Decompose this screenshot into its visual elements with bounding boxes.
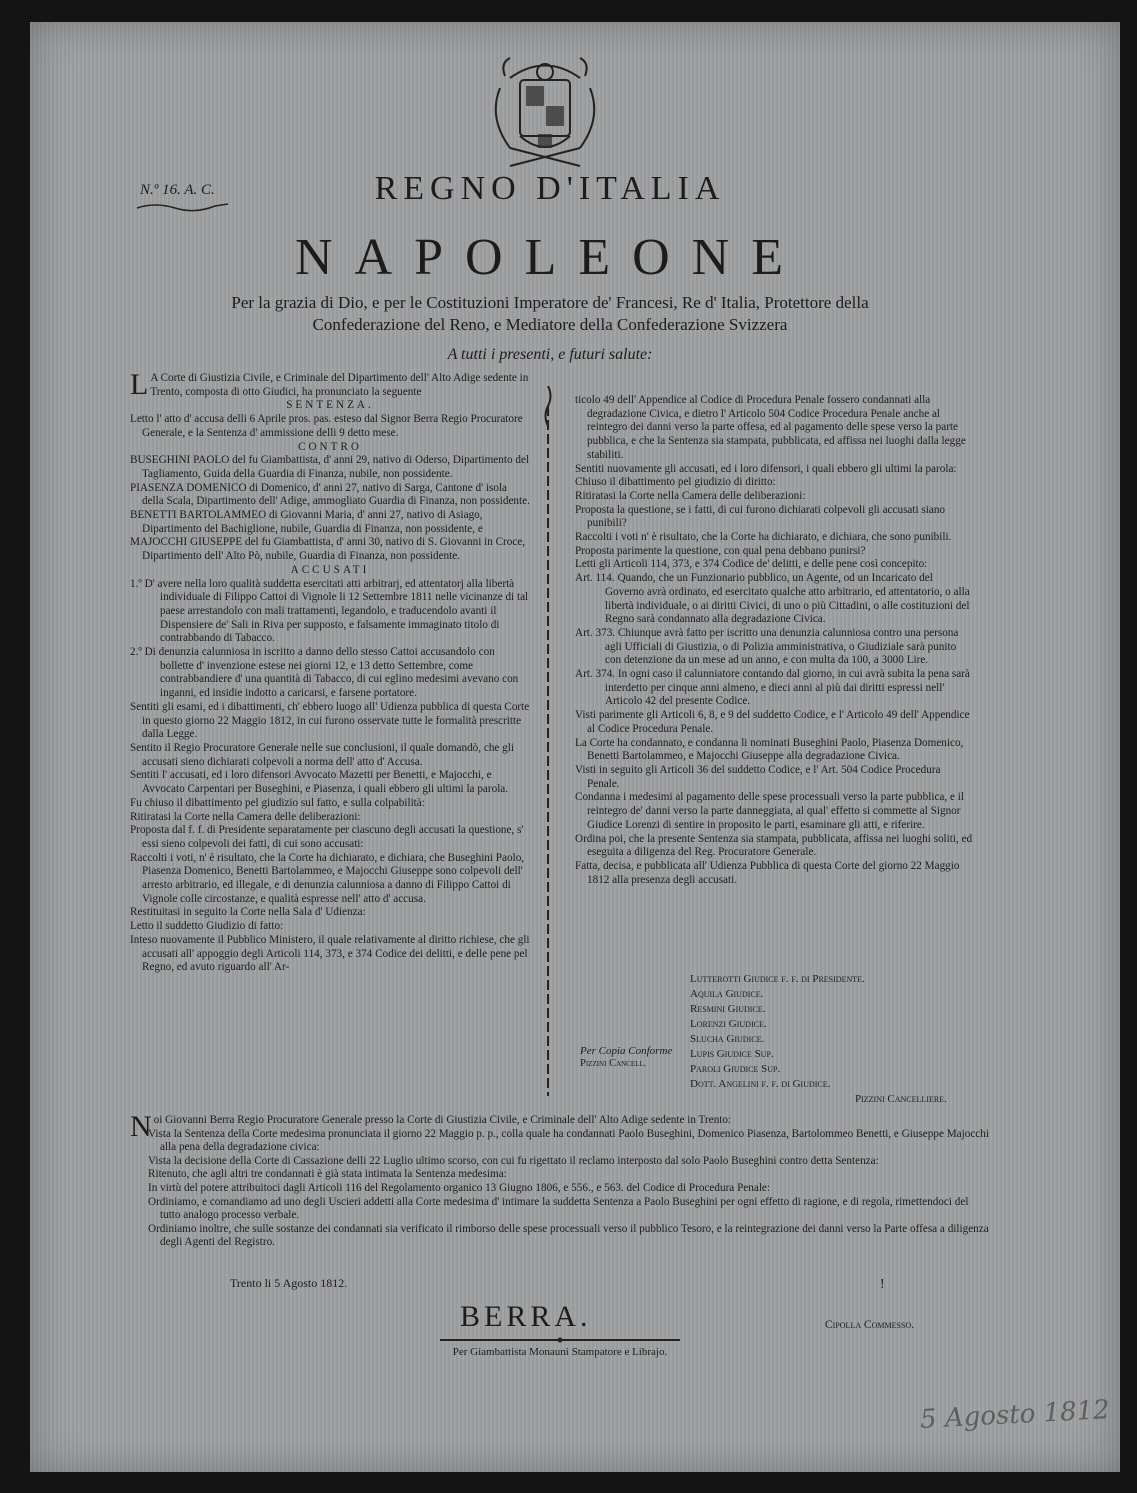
chancellor-signature: Pizzini Cancelliere.	[855, 1093, 947, 1105]
paragraph-text: Art. 374. In ogni caso il calunniatore contando dal giorno, in cui avrà subita la pena sarà interdetto per cinque anni almeno, e dieci anni al più dai diritti espressi nell' Articolo 42 del presente Codice.	[575, 668, 970, 708]
coat-of-arms-emblem	[480, 48, 610, 180]
order-text: Ordiniamo inoltre, che sulle sostanze dei condannati sia verificato il rimborso delle spese processuali verso il pubblico Tesoro, e la reintegrazione dei danni verso la Parte offesa a diligenza degli Agenti del Registro.	[148, 1222, 989, 1249]
paragraph	[130, 509, 530, 536]
judge-name: Paroli Giudice Sup.	[690, 1063, 781, 1075]
copy-conform-label: Per Copia Conforme	[580, 1045, 673, 1057]
salutation: A tutti i presenti, e futuri salute:	[447, 346, 653, 363]
printer-rule	[420, 1336, 700, 1344]
paragraph-text: Art. 373. Chiunque avrà fatto per iscritto una denunzia calunniosa contro una persona agli Ufficiali di Giustizia, o di Polizia amministrativa, o Giudiziale sarà punito con detenzione da un mese ad un anno, e con multa da 100, a 3000 Lire.	[575, 626, 959, 667]
paragraph	[130, 701, 530, 742]
paragraph-text: La Corte ha condannato, e condanna li nominati Buseghini Paolo, Piasenza Domenico, Benetti Bartolammeo, e Majocchi Giuseppe alla degradazione Civica.	[575, 736, 964, 763]
handwritten-date-note: 5 Agosto 1812	[919, 1395, 1111, 1435]
judges-list	[690, 972, 865, 1092]
judge-name: Dott. Angelini f. f. di Giudice.	[690, 1078, 831, 1090]
drop-cap: L	[130, 368, 149, 401]
drop-cap: N	[130, 1110, 152, 1143]
order-paragraph	[130, 1223, 990, 1250]
paragraph	[575, 476, 973, 490]
stray-mark: !	[880, 1277, 885, 1292]
paragraph	[575, 627, 973, 668]
judge-name: Aquila Giudice.	[690, 988, 764, 1000]
column-divider-ornament	[541, 386, 555, 1096]
paragraph	[130, 454, 530, 481]
paragraph-text: Art. 114. Quando, che un Funzionario pubblico, un Agente, od un Incaricato del Governo avrà ordinato, ed esercitato qualche atto arbitrario, ed attentatorio, o alla libertà individuale, o ai diritti Civici, di uno o più Cittadini, o alle costituzioni del Regno sarà condannato alla degradazione Civica.	[575, 572, 970, 626]
paragraph-text: 1.º D' avere nella loro qualità suddetta esercitati atti arbitrarj, ed attentatorj alla libertà individuale di Filippo Cattoi di Vignole li 12 Settembre 1811 nelle vicinanze di tal paese arrestandolo con mali trattamenti, legandolo, e traducendolo avanti il Dispensiere de' Sali in Riva per supposto, e falsamente immaginato titolo di contrabbando di Tabacco.	[130, 577, 529, 645]
paragraph	[575, 545, 973, 559]
imperial-titles-line-2: Confederazione del Reno, e Mediatore della Confederazione Svizzera	[312, 315, 788, 334]
paragraph-text: CONTRO	[298, 440, 362, 453]
paragraph-text: 2.º Di denunzia calunniosa in iscritto a danno dello stesso Cattoi accusandolo con bollette d' invenzione estese nei giorni 12, e 13 detto Settembre, come contrabbandiere d' una quantità di Tabacco, di cui eglino medesimi avevano con inganni, ed insidie indotto a caricarsi, e farsene portatore.	[130, 646, 519, 700]
paragraph	[575, 490, 973, 504]
paragraph-text: Chiuso il dibattimento pel giudizio di diritto:	[575, 476, 776, 489]
paragraph	[130, 441, 530, 455]
paragraph-text: Raccolti i voti, n' è risultato, che la Corte ha dichiarato, e dichiara, che Buseghini Paolo, Piasenza Domenico, Benetti Bartolammeo, e Majocchi Giuseppe sono colpevoli dell' arresto arbitrario, ed illegale, e di denunzia calunniosa a danno di Filippo Cattoi di Vignole colle circostanze, e qualità espresse nell' atto d' accusa.	[130, 851, 525, 905]
paragraph	[575, 709, 973, 736]
paragraph	[575, 764, 973, 791]
document-reference-number: N.º 16. A. C.	[140, 182, 215, 198]
heading-regno: REGNO D'ITALIA	[374, 170, 726, 207]
paragraph	[130, 564, 530, 578]
paragraph	[130, 399, 530, 413]
paragraph	[130, 934, 530, 975]
paragraph-text: BUSEGHINI PAOLO del fu Giambattista, d' anni 29, nativo di Oderso, Dipartimento del Tagliamento, Guida della Guardia di Finanza, nubile, non possidente.	[130, 454, 530, 480]
paragraph	[575, 572, 973, 627]
paragraph-text: Raccolti i voti n' è risultato, che la Corte ha dichiarato, e dichiara, che sono punibili.	[575, 531, 952, 544]
paragraph-text: Ordina poi, che la presente Sentenza sia stampata, pubblicata, affissa nei luoghi soliti, ed eseguita a diligenza del Reg. Procuratore Generale.	[575, 832, 973, 859]
paragraph	[575, 668, 973, 709]
paragraph-text: Letto l' atto d' accusa delli 6 Aprile pros. pas. esteso dal Signor Berra Regio Procuratore Generale, e la Sentenza d' ammissione delli 9 detto mese.	[130, 413, 523, 439]
paragraph-text: Proposta parimente la questione, con qual pena debbano punirsi?	[575, 544, 866, 557]
paragraph	[130, 536, 530, 563]
paragraph-text: Visti in seguito gli Articoli 36 del suddetto Codice, e l' Art. 504 Codice Procedura Penale.	[575, 763, 941, 790]
paragraph	[575, 463, 973, 477]
paragraph	[575, 394, 973, 463]
place-date: Trento li 5 Agosto 1812.	[230, 1276, 348, 1290]
paragraph	[130, 413, 530, 440]
sentence-left-column	[130, 368, 530, 975]
paragraph-text: PIASENZA DOMENICO di Domenico, d' anni 27, nativo di Sarga, Cantone d' isola della Scala, Dipartimento dell' Adige, ammogliato Guardia di Finanza, non possidente.	[130, 481, 530, 508]
ornamental-swirl	[135, 200, 230, 212]
judge-name: Lorenzi Giudice.	[690, 1018, 767, 1030]
signature-berra: BERRA.	[460, 1300, 592, 1333]
judge-name: Slucha Giudice.	[690, 1033, 765, 1045]
paragraph-text: ticolo 49 dell' Appendice al Codice di Procedura Penale fossero condannati alla degradazione Civica, e dietro l' Articolo 504 Codice Procedura Penale anche al reintegro dei danni verso la parte offesa, ed al pagamento delle spese verso la parte pubblica, e che la Sentenza sia stampata, pubblicata, ed affissa nei luoghi dalla legge stabiliti.	[575, 394, 966, 461]
paragraph	[575, 558, 973, 572]
paragraph	[130, 824, 530, 851]
paragraph-text: A Corte di Giustizia Civile, e Criminale del Dipartimento dell' Alto Adige sedente in Trento, composta di otto Giudici, ha pronunciato la seguente	[150, 372, 529, 398]
paragraph-text: MAJOCCHI GIUSEPPE del fu Giambattista, d' anni 30, nativo di S. Giovanni in Croce, Dipartimento dell' Alto Pò, nubile, Guardia di Finanza, non possidente.	[130, 536, 526, 563]
paragraph	[130, 920, 530, 934]
paragraph	[575, 833, 973, 860]
paragraph	[130, 646, 530, 701]
order-paragraph	[130, 1155, 990, 1169]
paragraph	[130, 769, 530, 796]
procurator-order	[130, 1110, 990, 1250]
paragraph	[575, 737, 973, 764]
paragraph	[130, 811, 530, 825]
printer-imprint: Per Giambattista Monauni Stampatore e Librajo.	[452, 1346, 668, 1358]
paragraph-text: Letto il suddetto Giudizio di fatto:	[130, 920, 284, 933]
order-text: Vista la decisione della Corte di Cassazione delli 22 Luglio ultimo scorso, con cui fu rigettato il reclamo interposto dal solo Paolo Buseghini contro detta Sentenza:	[148, 1154, 879, 1167]
order-text: Vista la Sentenza della Corte medesima pronunciata il giorno 22 Maggio p. p., colla quale ha condannati Paolo Buseghini, Domenico Piasenza, Bartolommeo Benetti, e Giuseppe Majocchi alla pena della degradazione civica:	[148, 1127, 989, 1154]
paragraph-text: Sentiti l' accusati, ed i loro difensori Avvocato Mazetti per Benetti, e Majocchi, e Avvocato Carpentari per Buseghini, e Piasenza, i quali ebbero gli ultimi la parola.	[130, 769, 509, 796]
paragraph-text: Fu chiuso il dibattimento pel giudizio sul fatto, e sulla colpabilità:	[130, 796, 425, 809]
paragraph	[130, 742, 530, 769]
imperial-titles	[140, 292, 960, 336]
signature-cipolla: Cipolla Commesso.	[825, 1319, 915, 1331]
paragraph	[130, 852, 530, 907]
paragraph	[130, 368, 530, 401]
judge-name: Lupis Giudice Sup.	[690, 1048, 774, 1060]
order-text: oi Giovanni Berra Regio Procuratore Generale presso la Corte di Giustizia Civile, e Criminale dell' Alto Adige sedente in Trento:	[153, 1114, 732, 1126]
paragraph-text: Ritiratasi la Corte nella Camera delle deliberazioni:	[575, 489, 806, 502]
paragraph	[130, 797, 530, 811]
heading-napoleone: NAPOLEONE	[295, 229, 805, 286]
paragraph	[130, 906, 530, 920]
paragraph-text: Visti parimente gli Articoli 6, 8, e 9 del suddetto Codice, e l' Articolo 49 dell' Appendice al Codice Procedura Penale.	[575, 709, 970, 735]
paragraph-text: Fatta, decisa, e pubblicata all' Udienza Pubblica di questa Corte del giorno 22 Maggio 1812 alla presenza degli accusati.	[575, 859, 960, 886]
order-paragraph	[130, 1168, 990, 1182]
order-text: Ritenuto, che agli altri tre condannati è già stata intimata la Sentenza medesima:	[148, 1168, 507, 1181]
paragraph-text: Sentiti nuovamente gli accusati, ed i loro difensori, i quali ebbero gli ultimi la parola:	[575, 462, 957, 475]
paragraph	[130, 578, 530, 647]
order-paragraph	[130, 1182, 990, 1196]
paragraph-text: Sentiti gli esami, ed i dibattimenti, ch' ebbero luogo all' Udienza pubblica di questa Corte in questo giorno 22 Maggio 1812, in cui furono osservate tutte le formalità prescritte dalla Legge.	[130, 700, 530, 741]
paragraph-text: SENTENZA.	[286, 399, 374, 412]
paragraph-text: Restituitasi in seguito la Corte nella Sala d' Udienza:	[130, 906, 366, 919]
paragraph-text: Proposta dal f. f. di Presidente separatamente per ciascuno degli accusati la questione, s' essi sieno colpevoli dei fatti, di cui sono accusati:	[130, 824, 524, 850]
copy-conform-signer: Pizzini Cancell.	[580, 1058, 647, 1069]
paragraph	[575, 504, 973, 531]
imperial-titles-line-1: Per la grazia di Dio, e per le Costituzioni Imperatore de' Francesi, Re d' Italia, Protettore della	[231, 293, 869, 312]
order-paragraph	[130, 1128, 990, 1155]
paragraph	[575, 860, 973, 887]
judge-name: Lutterotti Giudice f. f. di Presidente.	[690, 973, 865, 985]
order-paragraph	[130, 1196, 990, 1223]
paragraph-text: Proposta la questione, se i fatti, di cui furono dichiarati colpevoli gli accusati siano punibili?	[575, 503, 946, 530]
order-text: In virtù del potere attribuitoci dagli Articoli 116 del Regolamento organico 13 Giugno 1806, e 556., e 563. del Codice di Procedura Penale:	[148, 1181, 771, 1194]
paragraph-text: Ritiratasi la Corte nella Camera delle deliberazioni:	[130, 810, 361, 823]
paragraph-text: BENETTI BARTOLAMMEO di Giovanni Maria, d' anni 27, nativo di Asiago, Dipartimento del Bachiglione, nubile, Guardia di Finanza, non possidente, e	[130, 509, 483, 535]
paragraph-text: Inteso nuovamente il Pubblico Ministero, il quale relativamente al diritto richiese, che gli accusati all' appoggio degli Articoli 114, 373, e 374 Codice dei delitti, e delle pene pel Regno, ed avuto riguardo all' Ar-	[130, 933, 530, 974]
paragraph	[575, 531, 973, 545]
sentence-right-column	[575, 394, 973, 887]
paragraph	[575, 791, 973, 832]
paragraph-text: Letti gli Articoli 114, 373, e 374 Codice de' delitti, e delle pene così concepito:	[575, 558, 928, 571]
paragraph-text: Sentito il Regio Procuratore Generale nelle sue conclusioni, il quale domandò, che gli accusati sieno dichiarati colpevoli a norma dell' atto d' Accusa.	[130, 741, 514, 768]
order-text: Ordiniamo, e comandiamo ad uno degli Uscieri addetti alla Corte medesima d' intimare la suddetta Sentenza a Paolo Buseghini per ogni effetto di ragione, e di regola, rimettendoci del tutto analogo processo verbale.	[148, 1195, 969, 1222]
paragraph-text: Condanna i medesimi al pagamento delle spese processuali verso la parte pubblica, e il reintegro de' danni verso la parte danneggiata, al qual' effetto si commette al Signor Giudice Lorenzi di sentire in proposito le parti, esaminare gli atti, e riferire.	[575, 791, 964, 831]
paragraph-text: ACCUSATI	[290, 563, 370, 576]
paragraph	[130, 482, 530, 509]
judge-name: Resmini Giudice.	[690, 1003, 766, 1015]
